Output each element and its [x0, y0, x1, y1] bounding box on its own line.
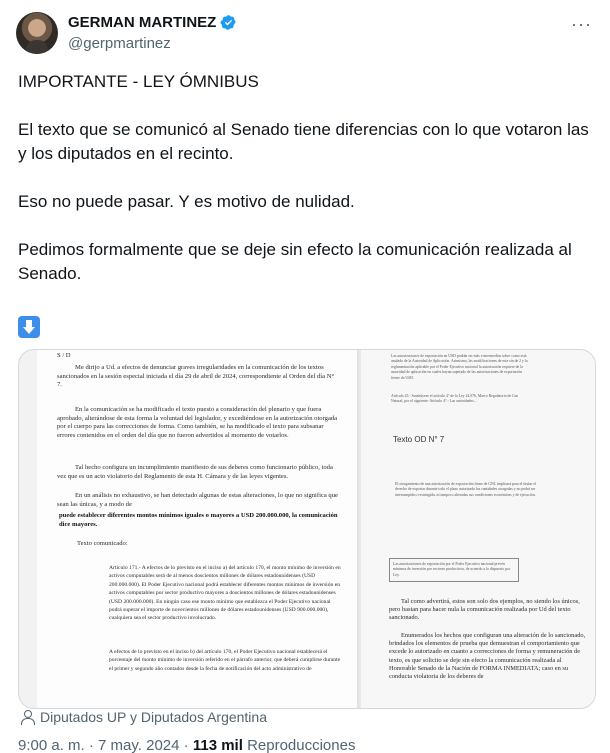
doc-small-text: Las autorizaciones de exportación en USD podrán ser más e intermedias sobre como está anulado de la Autoridad de Aplicación. Asimismo, las modificaciones de este sin de 2 y la reglamentación aplicable por el Poder Ejecutivo nacional la autorización requiere de la autoridad de aplicación en cuales hayan superado de las autorizaciones de exportación frente de USD.: [391, 354, 528, 380]
document-page-right: [361, 350, 596, 709]
author-name-row[interactable]: [68, 14, 237, 31]
tweet-paragraph: Pedimos formalmente que se deje sin efecto la comunicación realizada al Senado.: [18, 240, 572, 283]
tweet-date[interactable]: 7 may. 2024: [98, 737, 180, 753]
author-name[interactable]: GERMAN MARTINEZ: [68, 14, 217, 31]
doc-header: S / D: [57, 352, 71, 359]
user-icon: [20, 710, 34, 724]
meta-separator: ·: [183, 737, 189, 753]
views-label: Reproducciones: [247, 737, 356, 753]
doc-article: Artículo 171.- A efectos de lo previsto en el inciso a) del artículo 170, el monto mínimo de inversión en activos computables será de al menos doscientos millones de dólares estadounidenses (USD 200.000.000). El Poder Ejecutivo nacional podrá establecer diferentes montos mínimos de inversión en activos computables por sector productivo mayores a doscientos millones de dólares estadounidenses (USD 200.000.000). En ningún caso ese monto mínimo que establezca el Poder Ejecutivo nacional podrá superar el importe de novecientos millones de dólares estadounidenses (USD 900.000.000), cualquiera sea el sector productivo involucrado.: [109, 565, 341, 622]
doc-highlight: puede establecer diferentes montos mínimos iguales o mayores a USD 200.000.000, la comunicación dice mayores.: [59, 512, 338, 528]
verified-badge-icon: [220, 14, 237, 31]
doc-paragraph: Tal como advertirá, estos son solo dos ejemplos, no siendo los únicos, pero bastan para hacer nula la comunicación realizada por Ud del texto sancionado.: [389, 598, 580, 622]
tweet-time[interactable]: 9:00 a. m.: [18, 737, 85, 753]
doc-boxed-text: Las autorizaciones de exportación por el Poder Ejecutivo nacional prevén mínimos de inversión por sectores productivos, de acuerdo a lo dispuesto por Ley.: [389, 558, 519, 582]
doc-paragraph: Me dirijo a Ud. a efectos de denunciar graves irregularidades en la comunicación de los textos sancionados en la sesión especial iniciada el día 29 de abril de 2024, correspondiente al Orden del día N° 7.: [57, 364, 335, 389]
avatar[interactable]: [16, 12, 58, 54]
author-handle[interactable]: @gerpmartinez: [68, 35, 171, 52]
document-page-left: [37, 350, 357, 709]
doc-subtitle: Texto comunicado:: [77, 540, 128, 547]
views-count: 113 mil: [192, 737, 243, 753]
tweet-text: [18, 70, 594, 286]
tweet-meta: [18, 737, 355, 753]
tweet-paragraph: Eso no puede pasar. Y es motivo de nulidad.: [18, 192, 355, 211]
down-arrow-emoji-icon: [18, 316, 40, 338]
doc-small-text: El otorgamiento de una autorización de exportación firme de GNL implicará para el titular el derecho de exportar durante todo el plazo autorizado las cantidades otorgadas y no podrá ser interrumpida o restringida, ni tampoco alteradas sus condiciones económicas y de ejecución.: [395, 482, 537, 497]
attribution-text[interactable]: Diputados UP y Diputados Argentina: [40, 709, 267, 725]
tweet-header: [16, 10, 594, 56]
tweet-paragraph: El texto que se comunicó al Senado tiene diferencias con lo que votaron las y los diputados en el recinto.: [18, 120, 589, 163]
meta-separator: ·: [88, 737, 94, 753]
tweet-media-image[interactable]: [18, 349, 596, 709]
doc-article: A efectos de lo previsto en el inciso b) del artículo 170, el Poder Ejecutivo nacional establecerá el porcentaje del monto mínimo de inversión referido en el párrafo anterior, que deberá cumplirse durante el primer y segundo año contados desde la fecha de notificación del acto administrativo de: [109, 649, 341, 672]
more-options-icon[interactable]: ···: [571, 14, 592, 34]
media-attribution[interactable]: [20, 709, 267, 725]
doc-paragraph: En un análisis no exhaustivo, se han detectado algunas de estas alteraciones, lo que no significa que sean las únicas, y a modo de: [57, 492, 338, 508]
doc-paragraph: En la comunicación se ha modificado el texto puesto a consideración del plenario y que fuera aprobado, alterándose de esta forma la voluntad del legislador, y excediéndose en la autorización otorgada por el cuerpo para las correcciones de forma. Como también, se ha modificado el texto para subsanar errores contenidos en el orden del día que no fueron advertidos al momento de votarlos.: [57, 406, 338, 439]
doc-paragraph: Enumerados los hechos que configuran una alteración de lo sancionado, brindados los elementos de prueba que demuestran el comportamiento que excede lo autorizado en cuanto a correcciones de forma y remuneración de texto, es que solicito se deje sin efecto la comunicación realizada al Honorable Senado de la Nación de FORMA INMEDIATA; caso en su conducta violatoria de los deberes de: [389, 632, 586, 681]
doc-small-text: Artículo 23.- Sustitúyese el artículo 4° de la Ley 24.076, Marco Regulatorio de Gas Natural, por el siguiente: Artículo 4°.- Las autoridades...: [391, 394, 518, 404]
tweet-paragraph: IMPORTANTE - LEY ÓMNIBUS: [18, 72, 259, 91]
doc-label: Texto OD N° 7: [393, 435, 445, 444]
doc-paragraph: Tal hecho configura un incumplimiento manifiesto de sus deberes como funcionario público, toda vez que es un acto violatorio del Reglamento de esta H. Cámara y de las leyes vigentes.: [57, 464, 333, 480]
